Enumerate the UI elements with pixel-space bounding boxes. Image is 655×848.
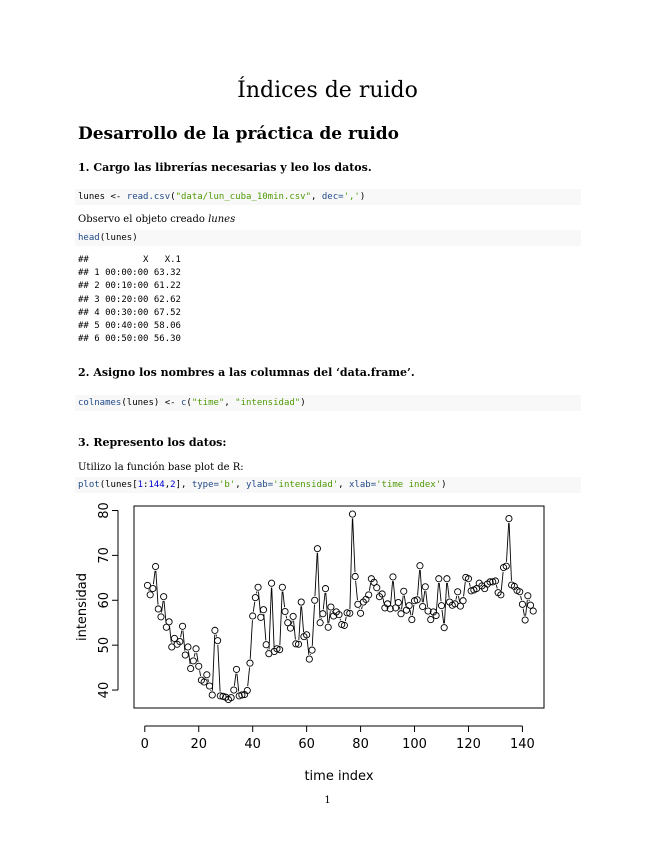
data-point: [352, 573, 358, 579]
series-segment: [286, 616, 287, 619]
series-segment: [153, 571, 155, 584]
data-point: [182, 652, 188, 658]
data-point: [460, 598, 466, 604]
code-block-plot: [75, 477, 581, 493]
series-segment: [302, 606, 304, 632]
series-segment: [436, 583, 438, 611]
code-string: "time": [191, 398, 225, 408]
data-point: [212, 627, 218, 633]
series-segment: [501, 572, 503, 591]
series-segment: [410, 610, 411, 615]
series-segment: [423, 591, 425, 602]
data-point: [519, 601, 525, 607]
code-string: 'time index': [376, 480, 442, 490]
data-point: [390, 574, 396, 580]
code-text: (lunes) <-: [121, 398, 181, 408]
step2-heading: 2. Asigno los nombres a las columnas del ‘data.frame’.: [78, 366, 415, 379]
data-point: [298, 599, 304, 605]
series-segment: [369, 583, 370, 591]
data-point: [455, 589, 461, 595]
data-point: [147, 592, 153, 598]
series-segment: [197, 653, 198, 662]
series-segment: [329, 611, 331, 623]
data-point: [530, 608, 536, 614]
note-text: Observo el objeto creado: [78, 214, 209, 225]
note-object: lunes: [208, 214, 236, 225]
series-segment: [523, 609, 524, 616]
step1-heading: 1. Cargo las librerías necesarias y leo los datos.: [78, 161, 372, 174]
data-point: [260, 607, 266, 613]
series-segment: [164, 601, 166, 623]
code-text: ): [441, 480, 447, 490]
x-tick-label: 60: [298, 737, 315, 752]
x-tick-label: 100: [402, 737, 427, 752]
series-segment: [312, 605, 314, 646]
series-segment: [399, 607, 400, 610]
data-point: [155, 606, 161, 612]
x-tick-label: 120: [456, 737, 481, 752]
y-tick-label: 60: [97, 591, 112, 609]
data-point: [525, 593, 531, 599]
series-segment: [307, 639, 309, 655]
x-axis-title: time index: [304, 769, 374, 784]
data-point: [428, 616, 434, 622]
data-point: [309, 647, 315, 653]
code-text: ,: [311, 192, 322, 202]
data-point: [247, 660, 253, 666]
data-point: [328, 604, 334, 610]
data-point: [357, 610, 363, 616]
code-text: (: [186, 398, 192, 408]
data-point: [349, 511, 355, 517]
data-point: [188, 665, 194, 671]
series-segment: [362, 606, 363, 609]
x-tick-label: 40: [244, 737, 261, 752]
code-text: ,: [235, 480, 247, 490]
series-segment: [194, 653, 195, 657]
series-segment: [526, 600, 528, 616]
y-axis-title: intensidad: [75, 572, 90, 642]
data-point: [279, 584, 285, 590]
series-segment: [383, 598, 384, 603]
data-point: [366, 592, 372, 598]
code-function: head: [78, 233, 100, 243]
y-tick-label: 80: [97, 502, 112, 519]
code-text: ,: [224, 398, 236, 408]
page-number: 1: [324, 795, 331, 806]
page-title: Índices de ruido: [237, 78, 418, 103]
plot-note: Utilizo la función base plot de R:: [78, 462, 244, 473]
data-point: [317, 620, 323, 626]
code-argument: type=: [191, 480, 219, 490]
data-point: [179, 623, 185, 629]
series-segment: [162, 601, 164, 613]
plot-frame: [134, 506, 544, 708]
series-segment: [234, 674, 236, 686]
code-function: colnames: [78, 398, 122, 408]
head-output: ## X X.1 ## 1 00:00:00 63.32 ## 2 00:10:00 61.22 ## 3 00:20:00 62.62 ## 4 00:30:00 67.52 ## 5 00:40:00 58.06 ## 6 00:50:00 56.30: [78, 255, 181, 345]
data-point: [158, 614, 164, 620]
series-segment: [170, 626, 172, 643]
series-segment: [216, 635, 217, 637]
data-point: [290, 613, 296, 619]
x-tick-label: 20: [190, 737, 208, 752]
data-point: [231, 687, 237, 693]
code-number: 144: [148, 480, 165, 490]
data-point: [255, 584, 261, 590]
code-text: ): [300, 398, 306, 408]
y-tick-label: 70: [97, 547, 112, 564]
data-point: [196, 663, 202, 669]
code-text: :: [143, 480, 149, 490]
data-point: [444, 576, 450, 582]
series-segment: [253, 602, 254, 612]
y-tick-label: 50: [97, 636, 112, 654]
code-block-head: [75, 230, 581, 246]
series-segment: [412, 605, 413, 615]
code-text: ,: [164, 480, 171, 490]
series-segment: [521, 596, 522, 600]
data-point: [150, 585, 156, 591]
data-point: [438, 603, 444, 609]
intensity-plot: [74, 498, 554, 788]
x-tick-label: 80: [352, 737, 369, 752]
data-point: [441, 625, 447, 631]
series-segment: [439, 583, 441, 601]
data-point: [161, 594, 167, 600]
code-block-read-csv: [75, 189, 581, 205]
code-text: ): [359, 192, 366, 202]
data-point: [166, 619, 172, 625]
code-function: read.csv: [126, 192, 171, 202]
series-segment: [269, 588, 271, 650]
code-string: "data/lun_cuba_10min.csv": [175, 192, 312, 202]
data-point: [322, 585, 328, 591]
data-point: [209, 692, 215, 698]
code-function: c: [180, 398, 187, 408]
code-block-colnames: [75, 395, 581, 411]
series-segment: [208, 679, 209, 682]
data-point: [287, 625, 293, 631]
series-segment: [291, 621, 292, 624]
code-number: 1: [137, 480, 144, 490]
code-text: (lunes[: [99, 480, 138, 490]
code-string: ',': [343, 192, 360, 202]
data-point: [215, 638, 221, 644]
data-point: [395, 599, 401, 605]
series-segment: [506, 523, 508, 562]
series-segment: [509, 523, 511, 581]
data-point: [258, 614, 264, 620]
series-segment: [250, 620, 252, 659]
data-point: [185, 644, 191, 650]
data-point: [420, 603, 426, 609]
data-point: [252, 594, 258, 600]
series-segment: [218, 645, 220, 692]
series-segment: [280, 592, 282, 646]
data-point: [190, 658, 196, 664]
code-function: plot: [78, 480, 100, 490]
series-segment: [294, 621, 296, 640]
data-point: [314, 546, 320, 552]
data-point: [263, 642, 269, 648]
data-point: [206, 683, 212, 689]
data-point: [204, 672, 210, 678]
code-string: 'intensidad': [273, 480, 339, 490]
data-point: [527, 602, 533, 608]
series-segment: [404, 596, 405, 606]
x-tick-label: 0: [140, 737, 149, 752]
x-tick-label: 140: [510, 737, 535, 752]
series-segment: [442, 610, 444, 623]
series-segment: [464, 582, 466, 597]
code-text: (: [170, 192, 176, 202]
series-segment: [200, 670, 201, 675]
y-tick-label: 40: [97, 681, 112, 699]
data-point: [409, 616, 415, 622]
series-segment: [393, 581, 395, 603]
code-text: (lunes): [99, 233, 138, 243]
data-point: [312, 597, 318, 603]
series-segment: [391, 581, 393, 604]
data-point: [422, 584, 428, 590]
data-point: [522, 617, 528, 623]
series-segment: [181, 631, 182, 638]
data-point: [233, 666, 239, 672]
series-segment: [353, 518, 355, 572]
data-point: [250, 613, 256, 619]
code-argument: dec=: [321, 192, 344, 202]
series-segment: [212, 635, 214, 691]
series-segment: [318, 553, 320, 618]
series-segment: [188, 651, 190, 664]
data-point: [306, 656, 312, 662]
data-point: [193, 646, 199, 652]
series-segment: [299, 606, 301, 640]
data-point: [374, 585, 380, 591]
data-point: [436, 576, 442, 582]
code-text: ],: [175, 480, 192, 490]
data-point: [417, 563, 423, 569]
series-segment: [458, 596, 459, 602]
code-string: "intensidad": [235, 398, 301, 408]
step3-heading: 3. Represento los datos:: [78, 436, 227, 449]
data-point: [403, 607, 409, 613]
code-argument: xlab=: [349, 480, 377, 490]
series-segment: [345, 617, 346, 621]
observation-note: [78, 214, 235, 225]
code-argument: ylab=: [246, 480, 274, 490]
data-point: [268, 580, 274, 586]
series-segment: [447, 583, 449, 598]
series-segment: [456, 596, 457, 600]
data-point: [282, 608, 288, 614]
section-heading: Desarrollo de la práctica de ruido: [78, 124, 400, 144]
series-segment: [315, 553, 317, 596]
series-segment: [272, 588, 274, 648]
data-point: [506, 515, 512, 521]
data-point: [325, 624, 331, 630]
series-segment: [469, 583, 470, 587]
series-segment: [323, 593, 325, 610]
series-segment: [426, 591, 428, 607]
series-segment: [248, 667, 250, 686]
series-segment: [418, 570, 420, 596]
code-text: lunes <-: [78, 192, 127, 202]
data-point: [406, 603, 412, 609]
series-segment: [283, 592, 285, 608]
series-segment: [237, 674, 239, 692]
data-point: [401, 588, 407, 594]
series-segment: [356, 581, 358, 600]
code-text: ,: [338, 480, 350, 490]
data-point: [320, 611, 326, 617]
code-string: 'b': [218, 480, 236, 490]
data-point: [152, 563, 158, 569]
series-segment: [496, 585, 497, 588]
series-segment: [256, 591, 257, 593]
series-segment: [350, 518, 352, 609]
code-number: 2: [170, 480, 176, 490]
